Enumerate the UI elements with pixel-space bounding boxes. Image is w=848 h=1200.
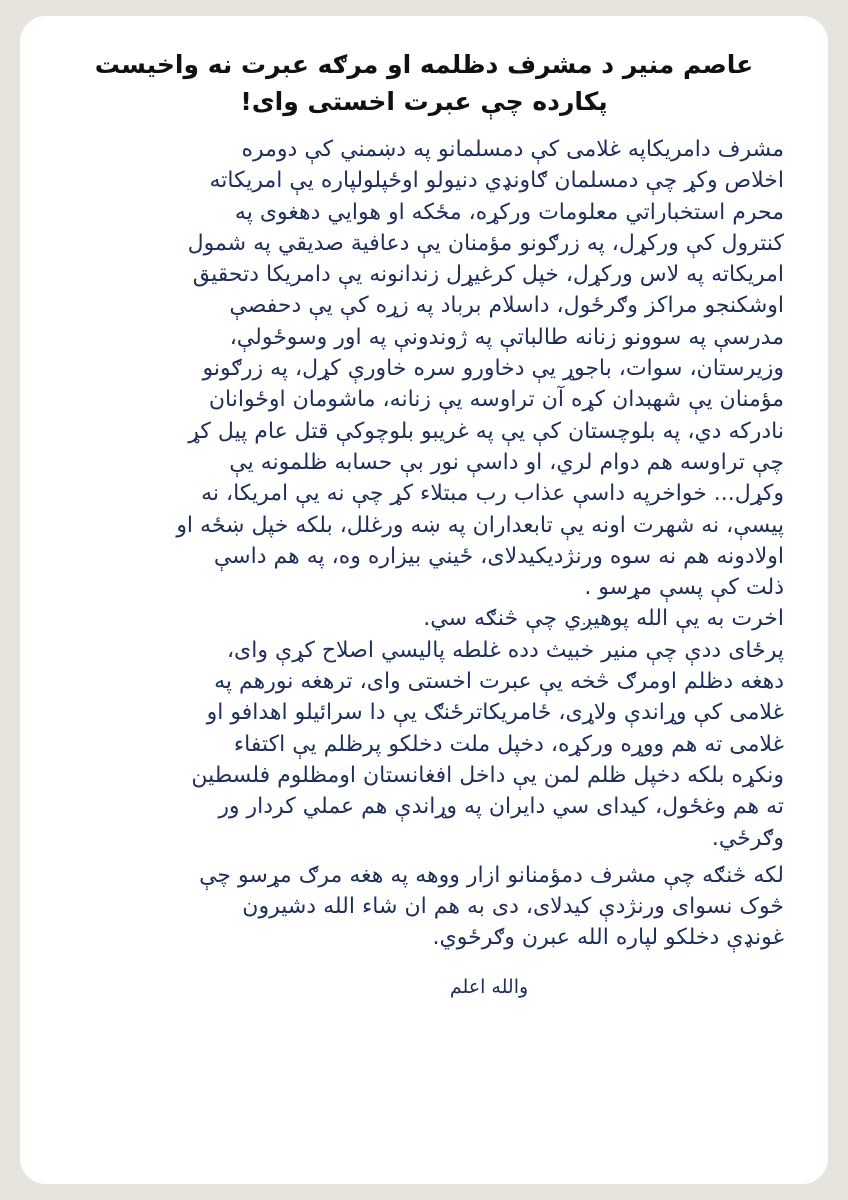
body-line: غلامی کې وړاندې ولاړی، ځامریکاترځنګ یې دا سرائیلو اهدافو او xyxy=(206,700,784,726)
body-line: ذلت کې پسې مړسو . xyxy=(584,575,784,601)
body-line: اخرت به یې الله پوهیږي چې څنګه سي. xyxy=(423,606,784,632)
body-line: ونکړه بلکه دخپل ظلم لمن یې داخل افغانستان اومظلوم فلسطین xyxy=(191,762,784,788)
body-line: محرم استخباراتي معلومات ورکړه، مځکه او هوایي دهغوی په xyxy=(234,199,784,225)
body-line: غلامی ته هم ووړه ورکړه، دخپل ملت دخلکو پرظلم یې اکتفاء xyxy=(233,731,784,757)
body-line: پرځای ددې چې منیر خبیث دده غلطه پالیسي اصلاح کړې وای، xyxy=(226,637,784,663)
body-line: پیسې، نه شهرت اونه یې تابعداران په ښه ورغلل، بلکه خپل ښځه او xyxy=(176,512,784,538)
paragraph-4 xyxy=(64,860,784,954)
paragraph-3 xyxy=(64,635,784,854)
body-line: ته هم وغځول، کیدای سي دایران په وړاندې هم عملي کردار ور xyxy=(218,794,784,820)
body-line: لکه څنګه چې مشرف دمؤمنانو ازار ووهه په هغه مرګ مړسو چې xyxy=(199,862,784,888)
body-line: څوک نسوای ورنژدې کیدلای، دی به هم ان شاء الله دشیرون xyxy=(242,894,784,920)
body-line: مشرف دامریکاپه غلامی کې دمسلمانو په دښمني کې دومره xyxy=(241,137,784,162)
body-line: چې تراوسه هم دوام لري، او داسې نور بې حسابه ظلمونه یې xyxy=(229,449,784,475)
article-title xyxy=(64,46,784,120)
article-body xyxy=(64,134,784,954)
title-line-1: عاصم منير د مشرف دظلمه او مرګه عبرت نه واخیست xyxy=(94,50,754,79)
body-line: اوشکنجو مراکز وګرځول، داسلام برباد په زړه کې یې دحفصې xyxy=(229,293,784,319)
body-line: وکړل... خواخرپه داسې عذاب رب مبتلاء کړ چې نه یې امریکا، نه xyxy=(201,481,784,507)
body-line: کنترول کې ورکړل، په زرګونو مؤمنان یې دعافیة صدیقي په شمول xyxy=(187,230,784,256)
body-line: دهغه دظلم اومرګ څخه یې عبرت اخستی وای، ترهغه نورهم په xyxy=(214,669,784,695)
body-line: اخلاص وکړ چې دمسلمان ګاونډي دنیولو اوځپلولپاره یې امریکاته xyxy=(209,168,784,194)
body-line: مدرسې په سوونو زنانه طالباتې په ژوندونې په اور وسوځولې، xyxy=(229,324,784,350)
closing-phrase: والله اعلم xyxy=(449,975,529,998)
body-line: نادرکه دي، په بلوچستان کې یې په غریبو بلوچوکې قتل عام پیل کړ xyxy=(188,418,784,444)
body-line: وګرځي. xyxy=(711,825,784,851)
body-line: امریکاته په لاس ورکړل، خپل کرغیړل زندانونه یې دامریکا دتحقیق xyxy=(192,262,784,288)
document-card xyxy=(20,16,828,1184)
body-line: وزیرستان، سوات، باجوړ یې دخاورو سره خاورې کړل، په زرګونو xyxy=(202,356,784,382)
paragraph-2 xyxy=(64,603,784,634)
body-line: غونډې دخلکو لپاره الله عبرن وګرځوي. xyxy=(432,925,784,951)
body-line: اولادونه هم نه سوه ورنژدیکیدلای، ځیني بیزاره وه، په هم داسې xyxy=(213,543,784,569)
title-line-2: پکارده چې عبرت اخستی وای! xyxy=(240,87,608,116)
body-line: مؤمنان یې شهبدان کړه آن تراوسه یې زنانه، ماشومان اوځوانان xyxy=(208,387,784,413)
paragraph-1 xyxy=(64,134,784,603)
